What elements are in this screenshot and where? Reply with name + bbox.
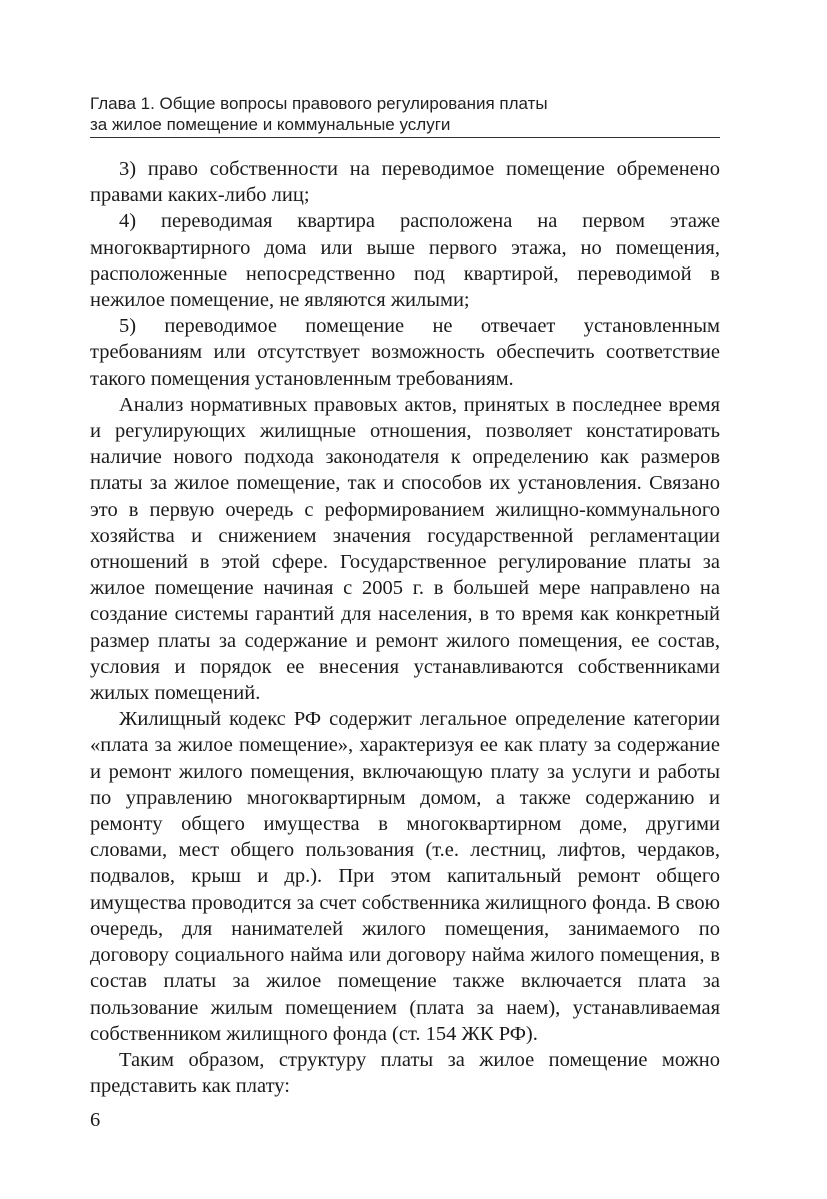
running-header-line-2: за жилое помещение и коммунальные услуги [90, 115, 451, 134]
running-header [90, 93, 720, 135]
paragraph-item-5: 5) переводимое помещение не отвечает установленным требованиям или отсутствует возможность обеспечить соответствие такого помещения установленным требованиям. [90, 315, 720, 390]
page-number: 6 [90, 1109, 101, 1131]
running-header-line-1: Глава 1. Общие вопросы правового регулирования платы [90, 94, 548, 113]
paragraph-conclusion: Таким образом, структуру платы за жилое помещение можно представить как плату: [90, 1048, 720, 1098]
paragraph-item-3: 3) право собственности на переводимое помещение обременено правами каких-либо лиц; [90, 158, 720, 207]
paragraph-housing-code: Жилищный кодекс РФ содержит легальное определение категории «плата за жилое помещение», характеризуя ее как плату за содержание и ремонт жилого помещения, включающую плату за услуги и работы по управлению многоквартирным домом, а также содержанию и ремонту общего имущества в многоквартирном доме, другими словами, мест общего пользования (т.е. лестниц, лифтов, чердаков, подвалов, крыш и др.). При этом капитальный ремонт общего имущества проводится за счет собственника жилищного фонда. В свою очередь, для нанимателей жилого помещения, занимаемого по договору социального найма или договору найма жилого помещения, в состав платы за жилое помещение также включается плата за пользование жилым помещением (плата за наем), устанавливаемая собственником жилищного фонда (ст. 154 ЖК РФ). [90, 708, 720, 1045]
paragraph-item-4: 4) переводимая квартира расположена на первом этаже многоквартирного дома или выше первого этажа, но помещения, расположенные непосредственно под квартирой, переводимой в нежилое помещение, не являются жилыми; [90, 210, 720, 312]
header-rule [90, 137, 720, 138]
paragraph-analysis: Анализ нормативных правовых актов, принятых в последнее время и регулирующих жилищные отношения, позволяет констатировать наличие нового подхода законодателя к определению как размеров платы за жилое помещение, так и способов их установления. Связано это в первую очередь с реформированием жилищно-коммунального хозяйства и снижением значения государственной регламентации отношений в этой сфере. Государственное регулирование платы за жилое помещение начиная с 2005 г. в большей мере направлено на создание системы гарантий для населения, в то время как конкретный размер платы за содержание и ремонт жилого помещения, ее состав, условия и порядок ее внесения устанавливаются собственниками жилых помещений. [90, 393, 720, 705]
body-text [90, 156, 720, 1099]
